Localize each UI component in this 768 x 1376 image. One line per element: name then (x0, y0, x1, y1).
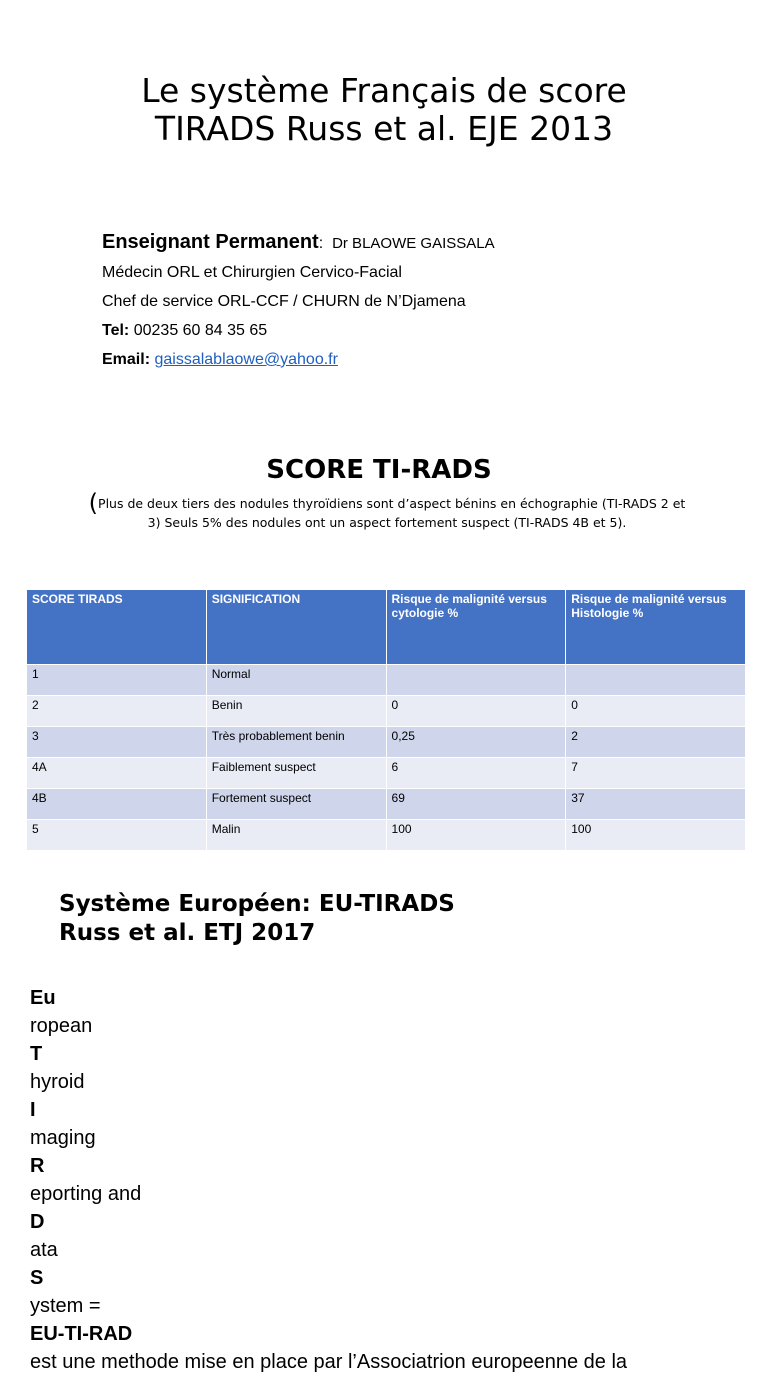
contact-block (102, 228, 495, 374)
table-row (27, 665, 746, 696)
table-cell: 6 (386, 758, 566, 789)
score-note-line-2: 3) Seuls 5% des nodules ont un aspect fortement suspect (TI-RADS 4B et 5). (147, 515, 627, 530)
role-label: Enseignant Permanent (102, 231, 319, 253)
table-cell: 0 (566, 696, 746, 727)
teacher-name: Dr BLAOWE GAISSALA (332, 235, 495, 252)
table-row (27, 696, 746, 727)
table-cell (566, 665, 746, 696)
contact-line-position: Médecin ORL et Chirurgien Cervico-Facial (102, 264, 402, 281)
table-cell: Fortement suspect (206, 789, 386, 820)
acronym-word-rest: eporting and (30, 1183, 142, 1205)
email-link[interactable]: gaissalablaowe@yahoo.fr (154, 351, 338, 368)
page-title-line-2: TIRADS Russ et al. EJE 2013 (154, 109, 614, 148)
table-cell: Très probablement benin (206, 727, 386, 758)
table-cell: Benin (206, 696, 386, 727)
table-cell: 4B (27, 789, 207, 820)
table-cell: 0 (386, 696, 566, 727)
acronym-letter: Eu (30, 987, 56, 1009)
acronym-letter: S (30, 1267, 44, 1289)
acronym-word-rest: hyroid (30, 1071, 85, 1093)
table-cell: 100 (566, 820, 746, 851)
table-cell: 5 (27, 820, 207, 851)
table-header-cell: SCORE TIRADS (27, 590, 207, 665)
table-cell: 0,25 (386, 727, 566, 758)
table-header-cell: SIGNIFICATION (206, 590, 386, 665)
eu-section-title (59, 890, 455, 948)
acronym-letter: T (30, 1043, 43, 1065)
contact-role-line (102, 228, 495, 258)
table-cell: 3 (27, 727, 207, 758)
eu-description (30, 984, 768, 1376)
table-cell (386, 665, 566, 696)
table-cell: Malin (206, 820, 386, 851)
table-header-cell: Risque de malignité versus Histologie % (566, 590, 746, 665)
table-header-cell: Risque de malignité versus cytologie % (386, 590, 566, 665)
score-note (52, 489, 722, 532)
table-cell: 1 (27, 665, 207, 696)
table-cell: 4A (27, 758, 207, 789)
score-section-title: SCORE TI-RADS (266, 455, 492, 485)
contact-line-service: Chef de service ORL-CCF / CHURN de N’Djamena (102, 293, 466, 310)
eu-description-line-1 (30, 984, 768, 1348)
acronym-word-rest: ystem = (30, 1295, 101, 1317)
table-cell: Normal (206, 665, 386, 696)
acronym-word-rest: maging (30, 1127, 96, 1149)
contact-line-email (102, 345, 495, 374)
acronym-word-rest: ropean (30, 1015, 93, 1037)
contact-line-tel (102, 316, 495, 345)
eu-description-line-2: est une methode mise en place par l’Associatrion europeenne de la (30, 1351, 628, 1373)
table-cell: 37 (566, 789, 746, 820)
acronym-word-rest: ata (30, 1239, 58, 1261)
table-row (27, 789, 746, 820)
tel-label: Tel: (102, 322, 130, 339)
tirads-table (26, 589, 746, 851)
eu-title-line-2: Russ et al. ETJ 2017 (59, 920, 316, 946)
table-cell: 69 (386, 789, 566, 820)
acronym-letter: R (30, 1155, 45, 1177)
eu-title-line-1: Système Européen: EU-TIRADS (59, 891, 455, 917)
page-title (0, 72, 768, 148)
acronym-letter: D (30, 1211, 45, 1233)
tel-value: 00235 60 84 35 65 (133, 322, 268, 339)
table-cell: Faiblement suspect (206, 758, 386, 789)
table-header-row (27, 590, 746, 665)
table-cell: 2 (566, 727, 746, 758)
score-note-paren: ( (88, 489, 99, 517)
score-note-line-1: Plus de deux tiers des nodules thyroïdiens sont d’aspect bénins en échographie (TI-RADS 2 et (98, 496, 686, 511)
email-label: Email: (102, 351, 151, 368)
acronym-full: EU-TI-RAD (30, 1323, 133, 1345)
table-cell: 2 (27, 696, 207, 727)
acronym-letter: I (30, 1099, 36, 1121)
page-title-line-1: Le système Français de score (141, 71, 627, 110)
table-cell: 7 (566, 758, 746, 789)
table-row (27, 758, 746, 789)
table-row (27, 820, 746, 851)
table-row (27, 727, 746, 758)
table-cell: 100 (386, 820, 566, 851)
role-separator: : (318, 235, 324, 252)
